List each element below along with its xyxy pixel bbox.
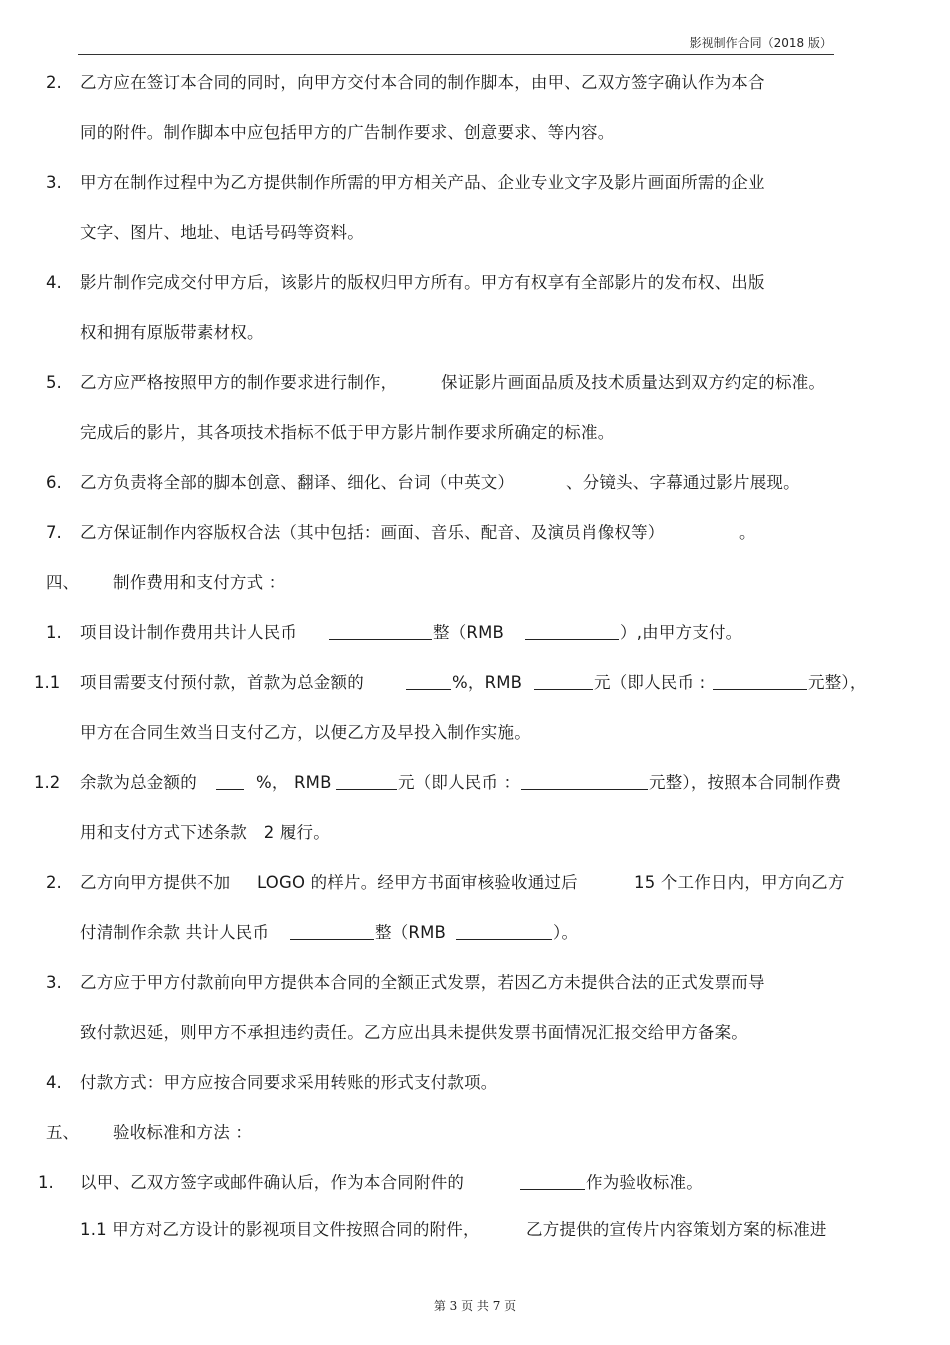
section-heading: 制作费用和支付方式 ： xyxy=(113,573,286,592)
item-text: 元整），按照本合同制作费 xyxy=(649,773,842,792)
item-number: 3. xyxy=(46,973,62,992)
amount-blank xyxy=(290,922,374,940)
item-number: 3. xyxy=(46,173,62,192)
item-text: 致付款迟延，则甲方不承担违约责任。乙方应出具未提供发票书面情况汇报交给甲方备案。 xyxy=(80,1023,748,1042)
item-text: 、分镜头、字幕通过影片展现。 xyxy=(566,473,800,492)
item-text: 乙方提供的宣传片内容策划方案的标准进 xyxy=(526,1220,827,1239)
item-text: 余款为总金额的 xyxy=(80,773,197,792)
item-number: 1. xyxy=(46,623,62,642)
item-text: 同的附件。制作脚本中应包括甲方的广告制作要求、创意要求、等内容。 xyxy=(80,123,615,142)
item-text: ）,由甲方支付。 xyxy=(620,623,743,642)
item-text: 1.1 甲方对乙方设计的影视项目文件按照合同的附件， xyxy=(80,1220,480,1239)
item-number: 2. xyxy=(46,873,62,892)
item-number: 2. xyxy=(46,73,62,92)
rmb-blank xyxy=(534,672,593,690)
section-number: 四、 xyxy=(46,573,79,592)
item-text: 用和支付方式下述条款 2 履行。 xyxy=(80,823,330,842)
section-heading: 验收标准和方法 ： xyxy=(113,1123,253,1142)
item-text: 付清制作余款 共计人民币 xyxy=(80,923,270,942)
item-text: 元（即人民币 : xyxy=(594,673,706,692)
item-text: 乙方向甲方提供不加 xyxy=(80,873,231,892)
item-text: %，RMB xyxy=(452,673,523,692)
item-text: %， xyxy=(256,773,289,792)
item-text: 项目设计制作费用共计人民币 xyxy=(80,623,298,642)
item-number: 4. xyxy=(46,1073,62,1092)
rmb-blank xyxy=(456,922,552,940)
amount-blank xyxy=(329,622,432,640)
item-text: 保证影片画面品质及技术质量达到双方约定的标准。 xyxy=(441,373,826,392)
item-number: 5. xyxy=(46,373,62,392)
percent-blank xyxy=(406,672,451,690)
document-header-title: 影视制作合同（2018 版） xyxy=(689,36,832,50)
page-footer: 第 3 页 共 7 页 xyxy=(433,1299,517,1313)
item-text: 整（RMB xyxy=(433,623,505,642)
percent-blank xyxy=(216,772,244,790)
section-number: 五、 xyxy=(46,1123,79,1142)
standard-blank xyxy=(520,1172,585,1190)
item-text: 。 xyxy=(739,523,756,542)
item-text: 权和拥有原版带素材权。 xyxy=(80,323,264,342)
item-text: RMB xyxy=(294,773,332,792)
item-text: 项目需要支付预付款，首款为总金额的 xyxy=(80,673,364,692)
item-text: 文字、图片、地址、电话号码等资料。 xyxy=(80,223,364,242)
item-text: 乙方负责将全部的脚本创意、翻译、细化、台词（中英文） xyxy=(80,473,515,492)
item-number: 1. xyxy=(38,1173,54,1192)
item-text: 15 个工作日内，甲方向乙方 xyxy=(634,873,845,892)
rmb-blank xyxy=(336,772,397,790)
item-text: 乙方保证制作内容版权合法（其中包括：画面、音乐、配音、及演员肖像权等） xyxy=(80,523,665,542)
item-text: 甲方在合同生效当日支付乙方，以便乙方及早投入制作实施。 xyxy=(80,723,531,742)
item-number: 7. xyxy=(46,523,62,542)
item-text: 乙方应在签订本合同的同时，向甲方交付本合同的制作脚本，由甲、乙双方签字确认作为本合 xyxy=(80,73,765,92)
header-divider xyxy=(78,54,834,55)
item-number: 4. xyxy=(46,273,62,292)
item-text: 元整）， xyxy=(808,673,867,692)
item-text: 元（即人民币 ： xyxy=(398,773,521,792)
item-text: 付款方式：甲方应按合同要求采用转账的形式支付款项。 xyxy=(80,1073,498,1092)
rmb-blank xyxy=(525,622,619,640)
item-text: 整（RMB xyxy=(375,923,447,942)
item-text: 乙方应严格按照甲方的制作要求进行制作， xyxy=(80,373,398,392)
amount-blank xyxy=(521,772,648,790)
item-number: 1.1 xyxy=(34,673,61,692)
item-text: 乙方应于甲方付款前向甲方提供本合同的全额正式发票，若因乙方未提供合法的正式发票而导 xyxy=(80,973,765,992)
item-number: 6. xyxy=(46,473,62,492)
item-text: 影片制作完成交付甲方后，该影片的版权归甲方所有。甲方有权享有全部影片的发布权、出版 xyxy=(80,273,765,292)
item-text: 甲方在制作过程中为乙方提供制作所需的甲方相关产品、企业专业文字及影片画面所需的企业 xyxy=(80,173,765,192)
item-text: 作为验收标准。 xyxy=(586,1173,703,1192)
amount-blank xyxy=(713,672,807,690)
item-text: 完成后的影片，其各项技术指标不低于甲方影片制作要求所确定的标准。 xyxy=(80,423,615,442)
item-number: 1.2 xyxy=(34,773,61,792)
item-text: ）。 xyxy=(553,923,579,942)
item-text: LOGO 的样片。经甲方书面审核验收通过后 xyxy=(257,873,578,892)
item-text: 以甲、乙双方签字或邮件确认后，作为本合同附件的 xyxy=(80,1173,465,1192)
